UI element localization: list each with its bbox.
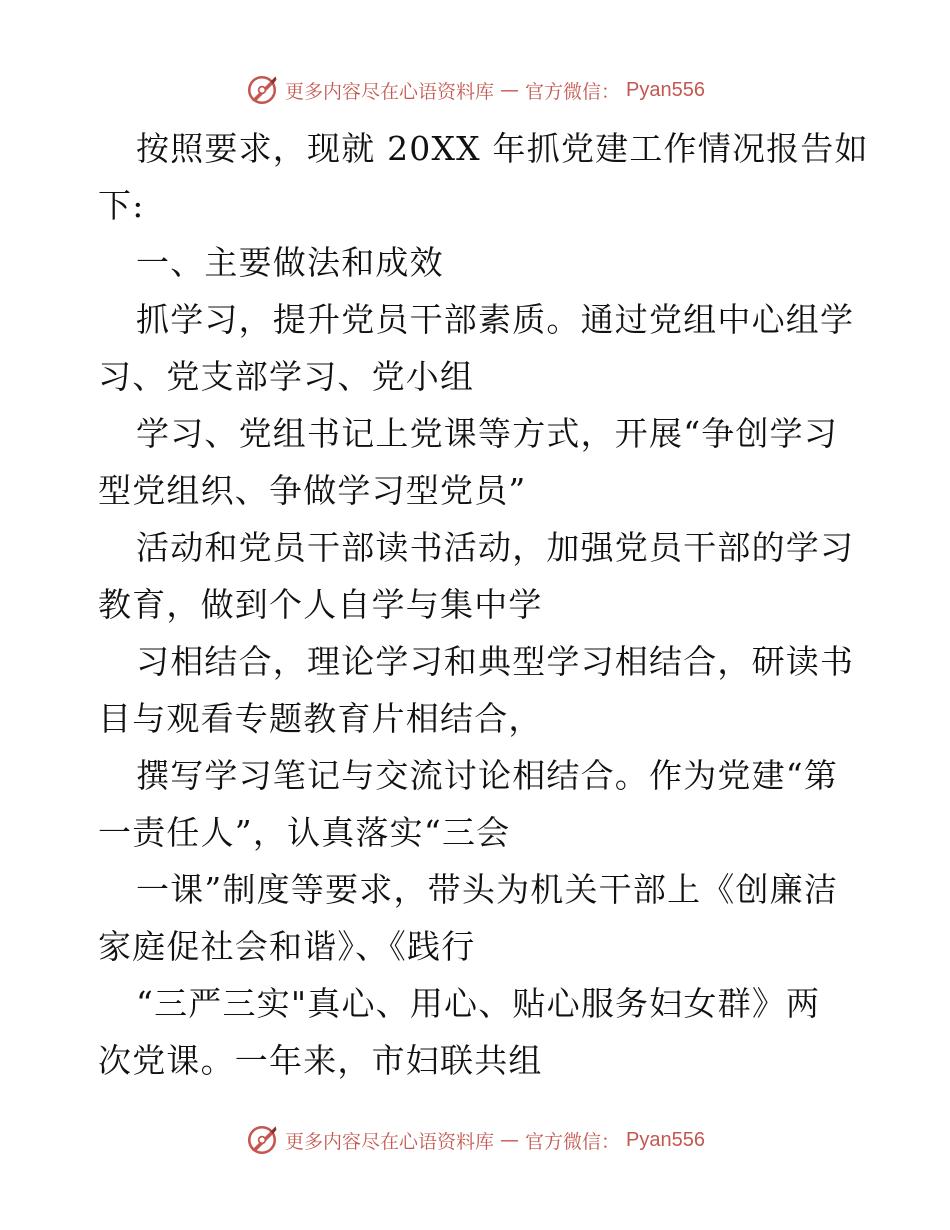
paragraph-line: 一责任人”，认真落实“三会 <box>98 813 511 852</box>
paragraph-line: 抓学习，提升党员干部素质。通过党组中心组学 <box>136 300 855 339</box>
brand-banner <box>245 1123 705 1157</box>
paragraph-line: 目与观看专题教育片相结合， <box>98 699 543 738</box>
paragraph-line: 撰写学习笔记与交流讨论相结合。作为党建“第 <box>136 756 839 795</box>
paragraph-line: 教育，做到个人自学与集中学 <box>98 585 543 624</box>
paragraph-line: 型党组织、争做学习型党员” <box>98 471 527 510</box>
paragraph-line: 习、党支部学习、党小组 <box>98 357 475 396</box>
paragraph-line: 习相结合，理论学习和典型学习相结合，研读书 <box>136 642 855 681</box>
section-heading: 一、主要做法和成效 <box>136 243 444 282</box>
wechat-label: 官方微信： <box>525 80 621 103</box>
brand-text: 更多内容尽在心语资料库 <box>285 80 495 103</box>
paragraph-line: 学习、党组书记上党课等方式，开展“争创学习 <box>136 414 839 453</box>
paragraph-line: 家庭促社会和谐》、《践行 <box>98 927 476 966</box>
brand-separator: — <box>500 79 520 101</box>
paragraph-line: 按照要求，现就 20XX 年抓党建工作情况报告如 <box>136 129 869 168</box>
paragraph-line: “三严三实"真心、用心、贴心服务妇女群》两 <box>136 984 821 1023</box>
wechat-id: Pyan556 <box>626 1128 705 1151</box>
page-header <box>0 70 950 110</box>
paragraph-line: 一课”制度等要求，带头为机关干部上《创廉洁 <box>136 870 839 909</box>
brand-text: 更多内容尽在心语资料库 <box>285 1130 495 1153</box>
brand-separator: — <box>500 1129 520 1151</box>
wechat-id: Pyan556 <box>626 78 705 101</box>
page-footer <box>0 1120 950 1160</box>
wechat-label: 官方微信： <box>525 1130 621 1153</box>
paragraph-line: 活动和党员干部读书活动，加强党员干部的学习 <box>136 528 855 567</box>
brand-banner <box>245 73 705 107</box>
paragraph-line: 次党课。一年来，市妇联共组 <box>98 1041 543 1080</box>
document-body <box>98 120 869 1089</box>
quill-logo-icon <box>245 1123 279 1157</box>
quill-logo-icon <box>245 73 279 107</box>
paragraph-line: 下: <box>98 186 145 225</box>
